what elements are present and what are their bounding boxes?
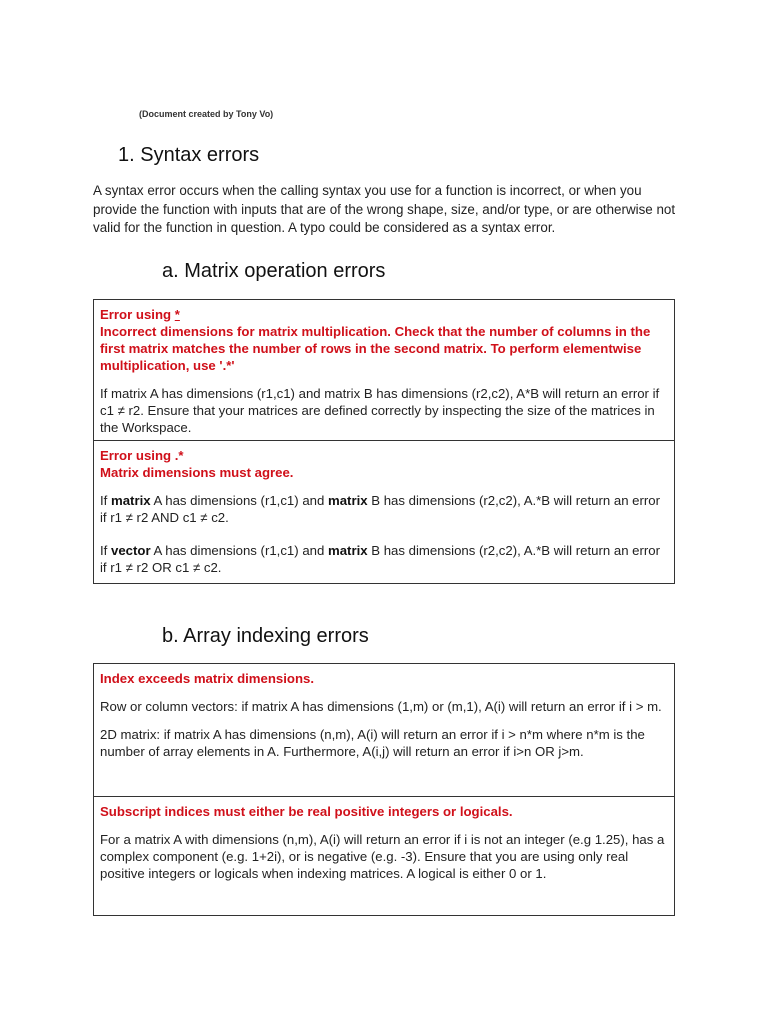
- text: If: [100, 493, 111, 508]
- text: If: [100, 543, 111, 558]
- error-message: Incorrect dimensions for matrix multiplication. Check that the number of columns in the first matrix matches the number of rows in the second matrix. To perform elementwise multiplication, use '.*': [100, 324, 651, 373]
- indexing-errors-table: [93, 663, 675, 916]
- explanation-vectors: Row or column vectors: if matrix A has dimensions (1,m) or (m,1), A(i) will return an error if i > m.: [100, 699, 662, 714]
- intro-paragraph: A syntax error occurs when the calling syntax you use for a function is incorrect, or when you provide the function with inputs that are of the wrong shape, size, and/or type, or are otherwise not valid for the function in question. A typo could be considered as a syntax error.: [93, 183, 676, 235]
- error-mtimes-cell: [94, 300, 674, 440]
- text: A has dimensions (r1,c1) and: [150, 543, 328, 558]
- error-label: Error using: [100, 307, 175, 322]
- text: B has dimensions (r2,c2), A.*B will return an error if r1 ≠ r2 AND c1 ≠ c2.: [100, 493, 661, 525]
- bold-term: matrix: [328, 493, 368, 508]
- text: A has dimensions (r1,c1) and: [150, 493, 328, 508]
- subheading-matrix-operation-errors: a. Matrix operation errors: [162, 260, 386, 282]
- error-subscript-cell: [94, 796, 674, 915]
- error-message: Matrix dimensions must agree.: [100, 465, 294, 480]
- explanation-2d-matrix: 2D matrix: if matrix A has dimensions (n,m), A(i) will return an error if i > n*m where n*m is the number of array elements in A. Furthermore, A(i,j) will return an error if i>n OR j>m.: [100, 727, 645, 759]
- bold-term: matrix: [111, 493, 151, 508]
- error-index-exceeds-cell: [94, 664, 674, 796]
- subheading-array-indexing-errors: b. Array indexing errors: [162, 625, 369, 647]
- error-operator-link[interactable]: *: [174, 307, 180, 322]
- error-times-cell: [94, 440, 674, 583]
- text: B has dimensions (r2,c2), A.*B will return an error if r1 ≠ r2 OR c1 ≠ c2.: [100, 543, 661, 575]
- explanation: For a matrix A with dimensions (n,m), A(i) will return an error if i is not an integer (e.g 1.25), has a complex component (e.g. 1+2i), or is negative (e.g. -3). Ensure that you are using only real positive integers or logicals when indexing matrices. A logical is either 0 or 1.: [100, 832, 665, 881]
- bold-term: matrix: [328, 543, 368, 558]
- error-message: Index exceeds matrix dimensions.: [100, 671, 315, 686]
- error-explanation: If matrix A has dimensions (r1,c1) and matrix B has dimensions (r2,c2), A*B will return an error if c1 ≠ r2. Ensure that your matrices are defined correctly by inspecting the size of the matrices in the Workspace.: [100, 386, 660, 435]
- error-title: [100, 306, 667, 323]
- author-caption: (Document created by Tony Vo): [139, 109, 274, 119]
- error-title: Error using .*: [100, 448, 184, 463]
- explanation-vector: [100, 542, 667, 576]
- section-heading-syntax-errors: 1. Syntax errors: [118, 144, 260, 166]
- explanation-matrix: [100, 492, 667, 526]
- bold-term: vector: [111, 543, 151, 558]
- error-message: Subscript indices must either be real positive integers or logicals.: [100, 804, 513, 819]
- matrix-errors-table: [93, 299, 675, 584]
